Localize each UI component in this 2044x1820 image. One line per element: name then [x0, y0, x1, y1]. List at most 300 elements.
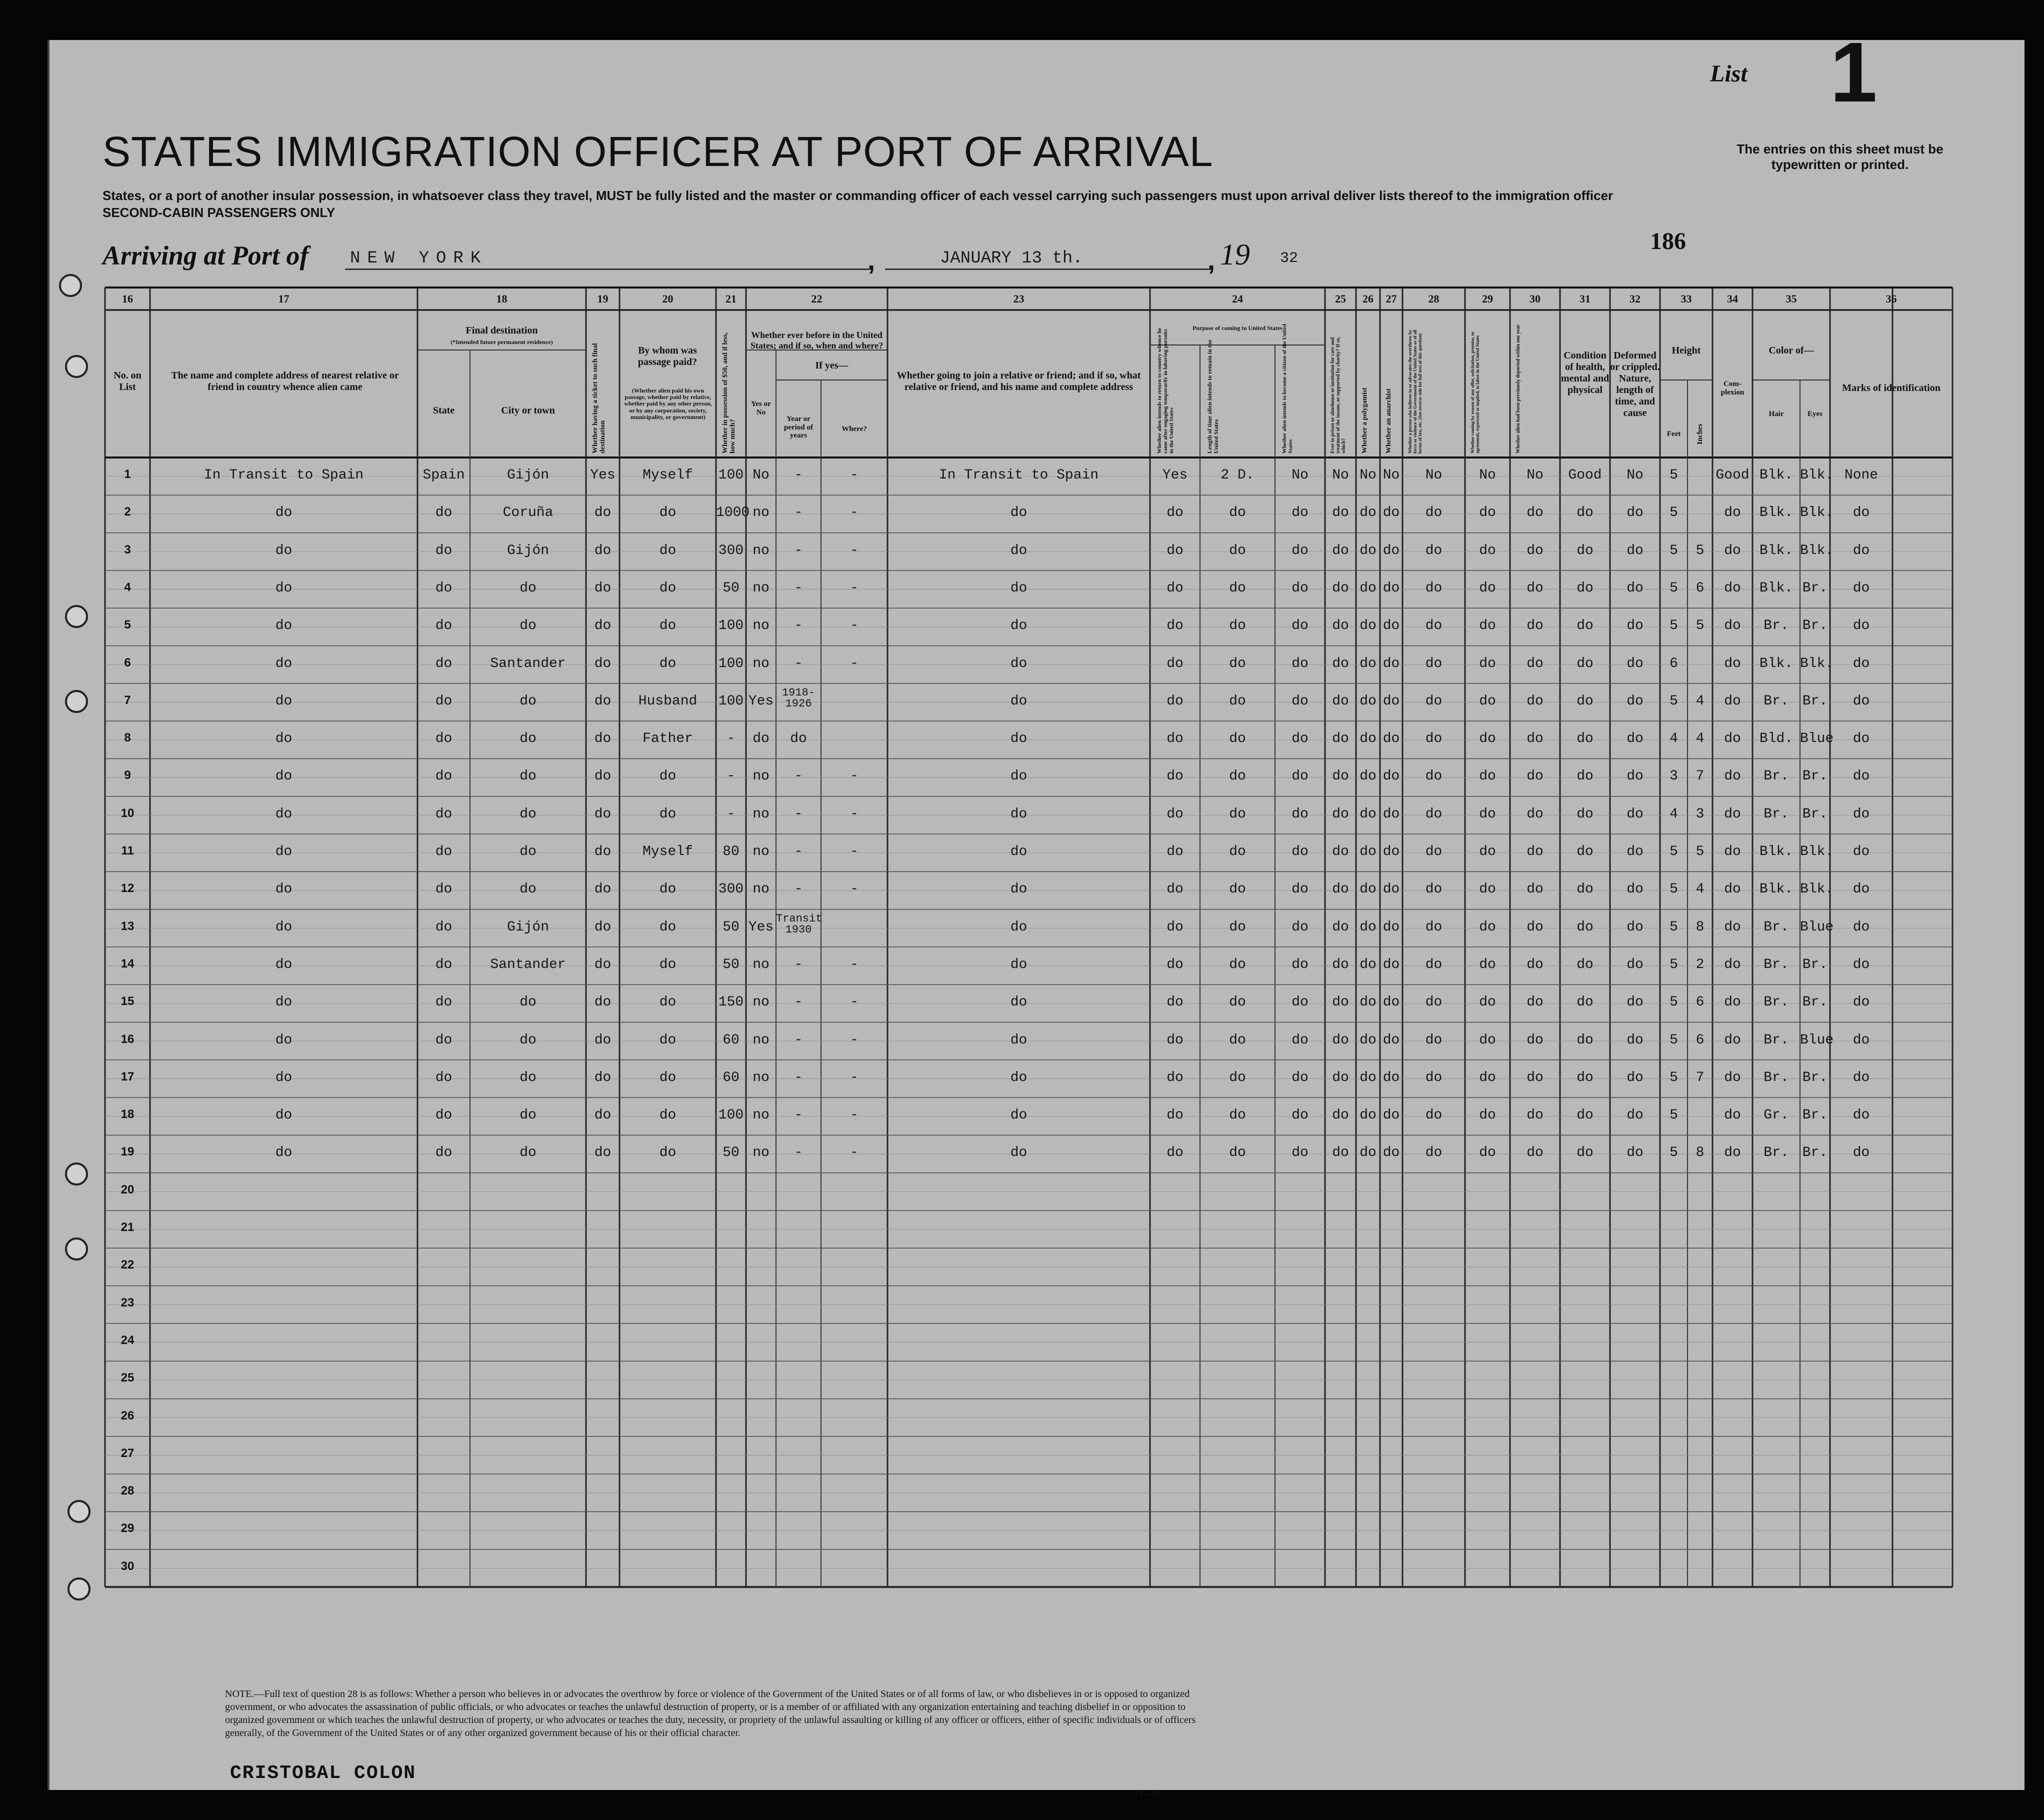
cell-paid: Husband	[638, 693, 698, 709]
cell-marks: do	[1852, 1032, 1870, 1048]
cell-ticket: do	[594, 994, 612, 1010]
cell-comp: do	[1724, 656, 1741, 672]
cell-in: 5	[1696, 844, 1704, 860]
cell-def: No	[1626, 468, 1644, 483]
cell-p3: do	[1292, 768, 1308, 784]
cell-paid: Myself	[642, 844, 693, 860]
cell-def: do	[1626, 1145, 1644, 1161]
cell-cond: do	[1576, 580, 1594, 596]
cell-p2: do	[1229, 693, 1246, 709]
cell-city: Gijón	[506, 468, 549, 483]
cell-c28: do	[1425, 580, 1442, 596]
cell-rel: do	[275, 731, 292, 747]
cell-c30: do	[1526, 542, 1544, 558]
cell-comp: do	[1724, 806, 1741, 822]
cell-where: -	[850, 1032, 858, 1048]
cell-city: do	[520, 1032, 536, 1048]
cell-yn: no	[752, 956, 770, 972]
cell-c30: do	[1526, 618, 1544, 634]
cell-eyes: Br.	[1802, 768, 1828, 784]
cell-ft: 5	[1670, 956, 1678, 972]
cell-c30: do	[1526, 505, 1544, 521]
cell-hair: Br.	[1764, 1032, 1789, 1048]
header-hair: Hair	[1768, 410, 1784, 418]
cell-c29: do	[1479, 1070, 1496, 1086]
cell-money: 80	[722, 844, 740, 860]
cell-p1: do	[1166, 806, 1184, 822]
cell-marks: do	[1852, 731, 1870, 747]
cell-paid: do	[659, 1070, 676, 1086]
cell-city: do	[520, 994, 536, 1010]
cell-c29: do	[1479, 844, 1496, 860]
row-number: 9	[124, 768, 131, 782]
cell-def: do	[1626, 806, 1644, 822]
row-number: 13	[120, 919, 134, 933]
cell-paid: do	[659, 1032, 676, 1048]
cell-eyes: Blk.	[1800, 844, 1834, 860]
row-number: 19	[120, 1145, 134, 1159]
cell-cond: do	[1576, 806, 1594, 822]
cell-c25: do	[1332, 806, 1349, 822]
cell-comp: do	[1724, 1032, 1741, 1048]
header-before-us: Whether ever before in the United States; and if so, when and where?	[750, 330, 884, 350]
header-prison: Ever in prison or almshouse or institution for care and treatment of the insane, or supported by charity? If so, which?	[1330, 336, 1346, 454]
cell-money: -	[726, 768, 736, 784]
cell-c27: do	[1382, 656, 1400, 672]
header-eyes: Eyes	[1808, 410, 1822, 418]
cell-money: 50	[722, 1145, 740, 1161]
cell-comp: do	[1724, 580, 1741, 596]
cell-city: Gijón	[506, 542, 549, 558]
cell-marks: do	[1852, 580, 1870, 596]
cell-p1: do	[1166, 693, 1184, 709]
cell-marks: do	[1852, 844, 1870, 860]
cell-c26: do	[1360, 618, 1376, 634]
header-state: State	[432, 405, 455, 416]
cell-in: 3	[1696, 806, 1704, 822]
row-number: 5	[124, 618, 131, 632]
cell-p3: No	[1292, 468, 1308, 483]
cell-ticket: do	[594, 919, 612, 935]
cell-marks: do	[1852, 1108, 1870, 1124]
cell-paid: do	[659, 919, 676, 935]
column-number: 22	[811, 292, 822, 305]
cell-yrs: do	[790, 731, 807, 747]
header-feet: Feet	[1666, 430, 1681, 438]
cell-def: do	[1626, 693, 1644, 709]
cell-p2: do	[1229, 1145, 1246, 1161]
cell-c28: do	[1425, 618, 1442, 634]
cell-state: do	[435, 656, 452, 672]
cell-where: -	[850, 656, 858, 672]
cell-marks: do	[1852, 656, 1870, 672]
column-number: 29	[1482, 292, 1493, 305]
cell-p3: do	[1292, 882, 1308, 898]
cell-city: do	[520, 1108, 536, 1124]
cell-c29: do	[1479, 542, 1496, 558]
cell-p1: do	[1166, 1108, 1184, 1124]
column-number: 24	[1232, 292, 1243, 305]
cell-rel: do	[275, 844, 292, 860]
cell-marks: do	[1852, 1070, 1870, 1086]
comma: ,	[868, 246, 876, 276]
cell-p2: do	[1229, 1108, 1246, 1124]
cell-c27: do	[1382, 731, 1400, 747]
cell-ticket: do	[594, 1145, 612, 1161]
cell-c28: No	[1425, 468, 1442, 483]
header-money: Whether in possession of $50, and if less, how much?	[722, 332, 737, 454]
cell-cond: do	[1576, 693, 1594, 709]
cell-eyes: Blk.	[1800, 882, 1834, 898]
cell-cond: do	[1576, 768, 1594, 784]
cell-join: do	[1010, 656, 1028, 672]
cell-state: do	[435, 693, 452, 709]
cell-state: do	[435, 1108, 452, 1124]
cell-c25: do	[1332, 1145, 1349, 1161]
cell-cond: do	[1576, 1145, 1594, 1161]
cell-c25: do	[1332, 882, 1349, 898]
column-number: 20	[662, 292, 674, 305]
cell-where: -	[850, 542, 858, 558]
cell-p3: do	[1292, 994, 1308, 1010]
row-number: 30	[120, 1559, 134, 1573]
cell-hair: Br.	[1764, 1070, 1789, 1086]
comma: ,	[1208, 246, 1216, 276]
cell-comp: Good	[1716, 468, 1750, 483]
header-purpose-length: Length of time alien intends to remain in the United States	[1206, 340, 1220, 454]
cell-paid: do	[659, 768, 676, 784]
cell-marks: do	[1852, 882, 1870, 898]
cell-money: -	[726, 731, 736, 747]
cell-yn: do	[752, 731, 770, 747]
cell-c28: do	[1425, 956, 1442, 972]
cell-c30: do	[1526, 693, 1544, 709]
cell-c25: do	[1332, 731, 1349, 747]
cell-def: do	[1626, 844, 1644, 860]
cell-yrs: -	[794, 1032, 803, 1048]
footnote: NOTE.—Full text of question 28 is as follows: Whether a person who believes in or advocates the overthrow by force or violence of the Government of the United States or of all forms of law, or who disbelieves in or is opposed to organized government, or who advocates the assassination of public officials, or who advocates or teaches the unlawful destruction of property, or is a member of or affiliated with any organization entertaining and teaching disbelief in or opposition to organized government or which teaches the unlawful destruction of property, or who advocates or teaches the duty, necessity, or propriety of the unlawful assaulting or killing of any officer or officers, either of specific individuals or of officers generally, of the Government of the United States or of any other organized government because of his or their official character.	[225, 1688, 1196, 1738]
cell-join: do	[1010, 806, 1028, 822]
cell-where: -	[850, 618, 858, 634]
cell-c30: do	[1526, 1070, 1544, 1086]
second-cabin-label: SECOND-CABIN PASSENGERS ONLY	[102, 205, 336, 220]
cell-join: do	[1010, 505, 1028, 521]
cell-c26: do	[1360, 693, 1376, 709]
cell-yn: no	[752, 994, 770, 1010]
cell-cond: do	[1576, 882, 1594, 898]
column-number: 28	[1428, 292, 1440, 305]
cell-paid: do	[659, 618, 676, 634]
cell-c26: do	[1360, 505, 1376, 521]
cell-c26: do	[1360, 806, 1376, 822]
cell-rel: do	[275, 1145, 292, 1161]
punch-hole	[65, 1238, 88, 1260]
cell-ticket: do	[594, 882, 612, 898]
cell-comp: do	[1724, 994, 1741, 1010]
cell-c28: do	[1425, 882, 1442, 898]
row-number: 15	[120, 994, 134, 1008]
cell-paid: do	[659, 806, 676, 822]
cell-rel: do	[275, 1108, 292, 1124]
punch-hole	[65, 1162, 88, 1186]
cell-hair: Br.	[1764, 994, 1789, 1010]
cell-eyes: Br.	[1802, 580, 1828, 596]
cell-eyes: Blue	[1800, 919, 1834, 935]
row-number: 27	[120, 1446, 134, 1460]
cell-paid: do	[659, 1108, 676, 1124]
column-number: 25	[1335, 292, 1346, 305]
cell-c28: do	[1425, 806, 1442, 822]
cell-city: do	[520, 844, 536, 860]
cell-marks: do	[1852, 1145, 1870, 1161]
cell-money: 100	[718, 618, 744, 634]
header-deported: Whether alien had been previously deported within one year	[1516, 324, 1521, 454]
cell-c28: do	[1425, 768, 1442, 784]
cell-city: do	[520, 580, 536, 596]
header-height: Height	[1672, 345, 1701, 356]
cell-yrs: -	[794, 844, 803, 860]
port-underline	[345, 268, 870, 270]
header-join-relative: Whether going to join a relative or friend; and if so, what relative or friend, and his name and complete address	[896, 370, 1141, 392]
cell-state: do	[435, 1032, 452, 1048]
cell-comp: do	[1724, 542, 1741, 558]
cell-ticket: do	[594, 542, 612, 558]
cell-in: 2	[1696, 956, 1704, 972]
cell-in: 5	[1696, 542, 1704, 558]
cell-yn: no	[752, 1070, 770, 1086]
cell-p3: do	[1292, 1145, 1308, 1161]
cell-ft: 3	[1670, 768, 1678, 784]
cell-c28: do	[1425, 1145, 1442, 1161]
cell-cond: do	[1576, 1032, 1594, 1048]
cell-rel: do	[275, 919, 292, 935]
cell-c30: do	[1526, 1145, 1544, 1161]
cell-state: do	[435, 731, 452, 747]
form-number: 14—480	[1135, 1790, 1162, 1798]
cell-c26: do	[1360, 1145, 1376, 1161]
row-number: 17	[120, 1070, 134, 1084]
cell-def: do	[1626, 768, 1644, 784]
cell-c30: do	[1526, 580, 1544, 596]
cell-p1: do	[1166, 656, 1184, 672]
cell-p1: do	[1166, 542, 1184, 558]
cell-p1: do	[1166, 731, 1184, 747]
cell-def: do	[1626, 1108, 1644, 1124]
cell-c25: do	[1332, 919, 1349, 935]
cell-yn: no	[752, 505, 770, 521]
arriving-label: Arriving at Port of	[102, 240, 309, 270]
cell-c27: do	[1382, 693, 1400, 709]
column-number: 34	[1727, 292, 1738, 305]
cell-p3: do	[1292, 731, 1308, 747]
row-number: 25	[120, 1371, 134, 1385]
punch-hole	[65, 605, 88, 628]
cell-marks: do	[1852, 542, 1870, 558]
cell-yn: Yes	[748, 919, 774, 935]
cell-rel: do	[275, 806, 292, 822]
cell-where: -	[850, 1070, 858, 1086]
cell-money: 100	[718, 468, 744, 483]
cell-in: 6	[1696, 580, 1704, 596]
cell-join: do	[1010, 882, 1028, 898]
cell-marks: do	[1852, 956, 1870, 972]
cell-ticket: do	[594, 693, 612, 709]
cell-def: do	[1626, 882, 1644, 898]
cell-cond: do	[1576, 505, 1594, 521]
row-number: 4	[124, 580, 131, 594]
cell-city: do	[520, 1145, 536, 1161]
cell-yn: no	[752, 580, 770, 596]
cell-where: -	[850, 468, 858, 483]
cell-p3: do	[1292, 656, 1308, 672]
cell-p3: do	[1292, 844, 1308, 860]
cell-p3: do	[1292, 693, 1308, 709]
cell-p2: do	[1229, 882, 1246, 898]
row-number: 14	[120, 956, 134, 970]
cell-c30: do	[1526, 882, 1544, 898]
cell-c27: do	[1382, 768, 1400, 784]
cell-cond: do	[1576, 618, 1594, 634]
cell-c28: do	[1425, 693, 1442, 709]
cell-comp: do	[1724, 505, 1741, 521]
cell-hair: Br.	[1764, 768, 1789, 784]
ship-name-stamp: CRISTOBAL COLON	[230, 1762, 416, 1784]
cell-in: 6	[1696, 1032, 1704, 1048]
cell-ft: 4	[1670, 731, 1678, 747]
cell-c25: do	[1332, 618, 1349, 634]
cell-ticket: do	[594, 731, 612, 747]
header-yes-or-no: Yes or No	[751, 400, 771, 416]
cell-p3: do	[1292, 505, 1308, 521]
punch-hole	[65, 690, 88, 713]
cell-comp: do	[1724, 731, 1741, 747]
cell-ticket: do	[594, 768, 612, 784]
cell-p1: do	[1166, 768, 1184, 784]
cell-p1: do	[1166, 1032, 1184, 1048]
cell-def: do	[1626, 1070, 1644, 1086]
cell-comp: do	[1724, 844, 1741, 860]
header-inches: Inches	[1696, 424, 1704, 445]
cell-marks: do	[1852, 618, 1870, 634]
cell-hair: Br.	[1764, 693, 1789, 709]
cell-money: 150	[718, 994, 744, 1010]
row-number: 20	[120, 1182, 134, 1196]
column-number: 21	[726, 292, 736, 305]
cell-ft: 5	[1670, 882, 1678, 898]
cell-paid: do	[659, 994, 676, 1010]
cell-yn: Yes	[748, 693, 774, 709]
cell-city: do	[520, 731, 536, 747]
cell-join: do	[1010, 542, 1028, 558]
cell-city: Santander	[490, 656, 566, 672]
cell-city: do	[520, 693, 536, 709]
header-anarchist: Whether an anarchist	[1385, 388, 1392, 454]
cell-ft: 5	[1670, 505, 1678, 521]
cell-c27: do	[1382, 542, 1400, 558]
list-number: 1	[1830, 25, 1878, 120]
cell-money: 300	[718, 882, 744, 898]
cell-eyes: Br.	[1802, 994, 1828, 1010]
cell-hair: Blk.	[1759, 468, 1794, 483]
cell-ticket: do	[594, 505, 612, 521]
cell-join: do	[1010, 919, 1028, 935]
cell-paid: do	[659, 542, 676, 558]
cell-money: 60	[722, 1032, 740, 1048]
cell-def: do	[1626, 1032, 1644, 1048]
cell-where: -	[850, 1108, 858, 1124]
cell-ft: 5	[1670, 919, 1678, 935]
cell-p1: do	[1166, 505, 1184, 521]
cell-p3: do	[1292, 1108, 1308, 1124]
cell-comp: do	[1724, 1145, 1741, 1161]
cell-ticket: do	[594, 806, 612, 822]
cell-c27: do	[1382, 618, 1400, 634]
cell-where: -	[850, 994, 858, 1010]
cell-ft: 4	[1670, 806, 1678, 822]
cell-ft: 5	[1670, 618, 1678, 634]
cell-p1: do	[1166, 844, 1184, 860]
cell-c29: do	[1479, 1108, 1496, 1124]
cell-cond: do	[1576, 956, 1594, 972]
list-label: List	[1710, 60, 1748, 87]
column-number: 27	[1386, 292, 1397, 305]
cell-rel: do	[275, 505, 292, 521]
cell-state: do	[435, 994, 452, 1010]
cell-ft: 5	[1670, 1108, 1678, 1124]
cell-c28: do	[1425, 1032, 1442, 1048]
cell-c29: do	[1479, 768, 1496, 784]
cell-city: do	[520, 618, 536, 634]
cell-c25: do	[1332, 994, 1349, 1010]
cell-c29: do	[1479, 919, 1496, 935]
cell-money: 100	[718, 1108, 744, 1124]
cell-p1: do	[1166, 994, 1184, 1010]
cell-ticket: do	[594, 1032, 612, 1048]
cell-where: -	[850, 844, 858, 860]
cell-ft: 5	[1670, 468, 1678, 483]
column-number: 33	[1680, 292, 1692, 305]
cell-c25: No	[1332, 468, 1349, 483]
cell-comp: do	[1724, 768, 1741, 784]
cell-yrs: -	[794, 956, 803, 972]
cell-c30: do	[1526, 656, 1544, 672]
cell-yn: no	[752, 768, 770, 784]
cell-hair: Blk.	[1759, 656, 1794, 672]
cell-def: do	[1626, 618, 1644, 634]
header-overthrow: Whether a person who believes in or advocates the overthrow by force or violence of the Government of the United States or of all forms of law, etc. (See reverse side for full text of this question)	[1408, 330, 1422, 454]
cell-c29: do	[1479, 882, 1496, 898]
cell-p1: Yes	[1162, 468, 1188, 483]
cell-join: do	[1010, 618, 1028, 634]
cell-yrs: -	[794, 768, 803, 784]
cell-p3: do	[1292, 618, 1308, 634]
port-value: NEW YORK	[350, 249, 488, 268]
header-year-or-period: Year or period of years	[784, 415, 813, 440]
cell-city: Gijón	[506, 919, 549, 935]
cell-yrs: Transit 1930	[776, 912, 822, 936]
header-purpose-return: Whether alien intends to return to country whence he came after engaging temporarily in laboring pursuits in the United States	[1156, 328, 1175, 454]
cell-def: do	[1626, 919, 1644, 935]
cell-cond: do	[1576, 731, 1594, 747]
cell-c30: No	[1526, 468, 1544, 483]
cell-p2: 2 D.	[1220, 468, 1254, 483]
cell-c27: do	[1382, 1070, 1400, 1086]
cell-c25: do	[1332, 844, 1349, 860]
cell-c26: do	[1360, 542, 1376, 558]
cell-marks: do	[1852, 505, 1870, 521]
cell-yrs: -	[794, 1108, 803, 1124]
cell-p1: do	[1166, 1070, 1184, 1086]
